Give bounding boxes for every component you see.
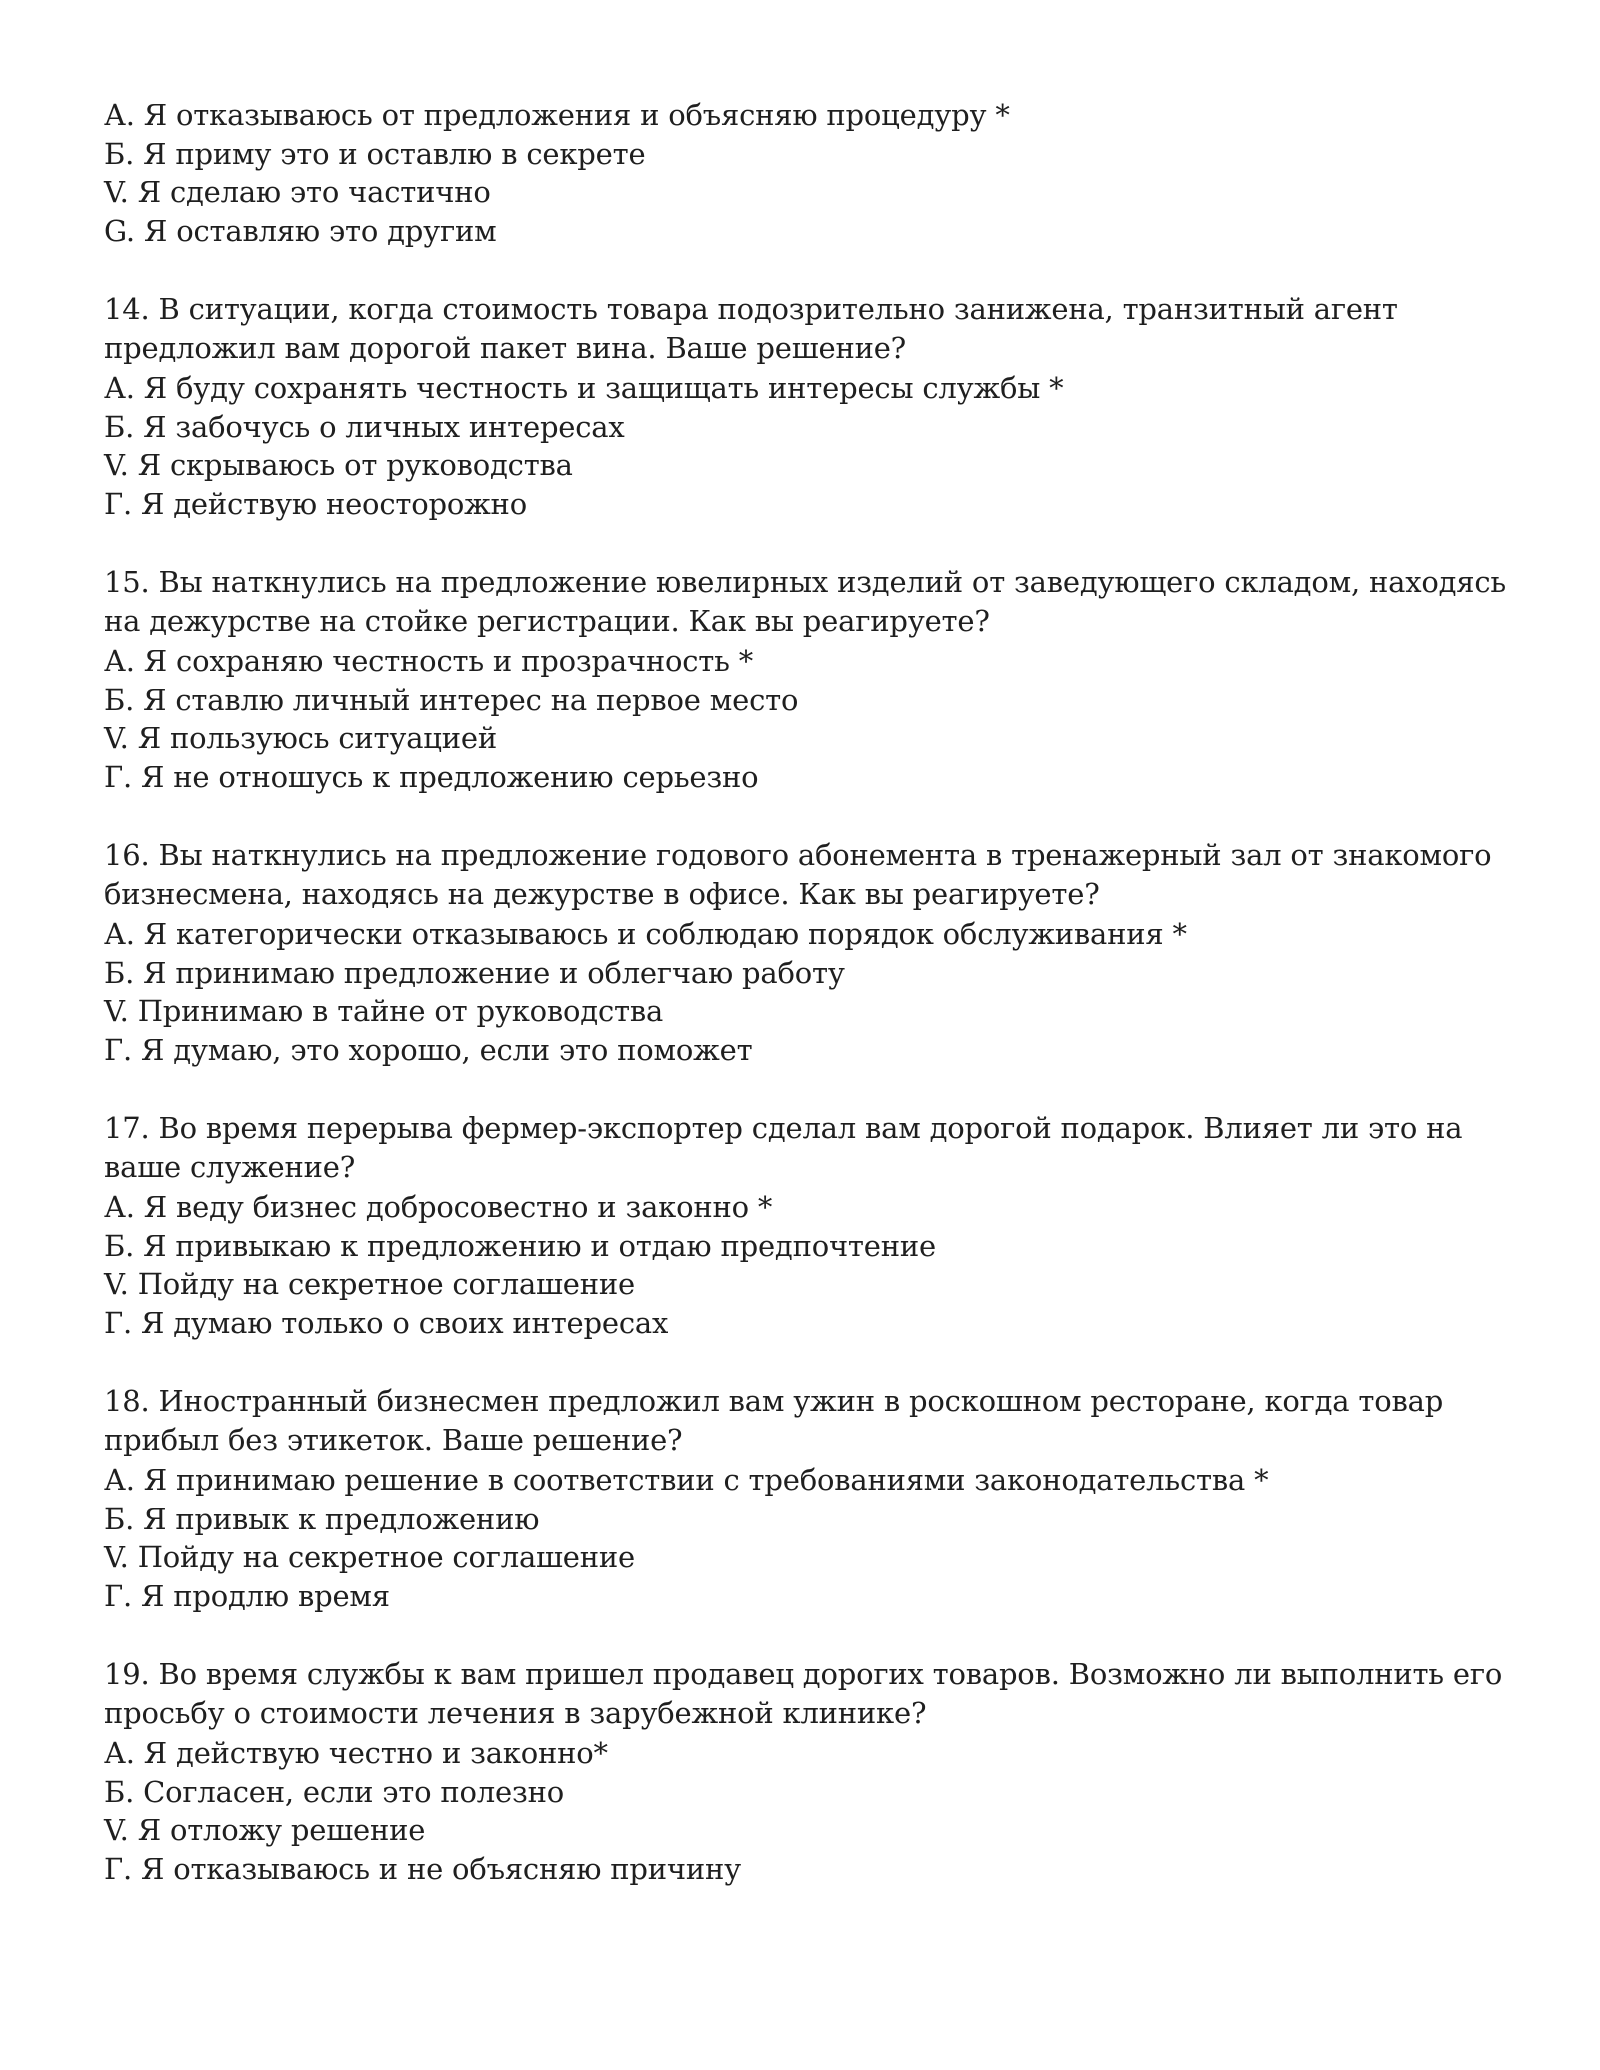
option-a: А. Я действую честно и законно*: [104, 1736, 608, 1770]
option-v: V. Пойду на секретное соглашение: [104, 1267, 635, 1301]
document-page: [104, 96, 1524, 1928]
option-v: V. Пойду на секретное соглашение: [104, 1540, 635, 1574]
option-b: Б. Я забочусь о личных интересах: [104, 409, 625, 444]
option-g: Г. Я продлю время: [104, 1578, 390, 1613]
option-a: А. Я принимаю решение в соответствии с требованиями законодательства *: [104, 1463, 1269, 1497]
option-a: А. Я сохраняю честность и прозрачность *: [104, 644, 754, 678]
option-b: Б. Я привыкаю к предложению и отдаю предпочтение: [104, 1228, 936, 1263]
option-a: А. Я буду сохранять честность и защищать интересы службы *: [104, 371, 1064, 405]
option-b: Б. Я ставлю личный интерес на первое место: [104, 682, 799, 717]
option-b: Б. Согласен, если это полезно: [104, 1774, 564, 1809]
option-a: А. Я категорически отказываюсь и соблюдаю порядок обслуживания *: [104, 917, 1187, 951]
option-b: Б. Я приму это и оставлю в секрете: [104, 136, 646, 171]
question-text: 18. Иностранный бизнесмен предложил вам ужин в роскошном ресторане, когда товар прибыл без этикеток. Ваше решение?: [104, 1384, 1444, 1457]
option-g: Г. Я не отношусь к предложению серьезно: [104, 759, 759, 794]
intro-options-block: [104, 96, 1524, 250]
option-b: Б. Я принимаю предложение и облегчаю работу: [104, 955, 845, 990]
question-text: 15. Вы наткнулись на предложение ювелирных изделий от заведующего складом, находясь на дежурстве на стойке регистрации. Как вы реагируете?: [104, 565, 1507, 638]
option-v: V. Я сделаю это частично: [104, 175, 491, 209]
option-g: Г. Я думаю только о своих интересах: [104, 1305, 669, 1340]
option-g: Г. Я действую неосторожно: [104, 486, 527, 521]
option-v: V. Я пользуюсь ситуацией: [104, 721, 497, 755]
question-19: [104, 1655, 1524, 1888]
question-text: 16. Вы наткнулись на предложение годового абонемента в тренажерный зал от знакомого бизнесмена, находясь на дежурстве в офисе. Как вы реагируете?: [104, 838, 1492, 911]
question-18: [104, 1382, 1524, 1615]
option-b: Б. Я привык к предложению: [104, 1501, 540, 1536]
option-v: V. Я отложу решение: [104, 1813, 426, 1847]
question-14: [104, 290, 1524, 523]
option-g: Г. Я думаю, это хорошо, если это поможет: [104, 1032, 753, 1067]
question-text: 19. Во время службы к вам пришел продавец дорогих товаров. Возможно ли выполнить его просьбу о стоимости лечения в зарубежной клинике?: [104, 1657, 1503, 1730]
option-v: V. Я скрываюсь от руководства: [104, 448, 573, 482]
option-g: G. Я оставляю это другим: [104, 213, 497, 248]
option-a: А. Я отказываюсь от предложения и объясняю процедуру *: [104, 98, 1010, 132]
question-text: 17. Во время перерыва фермер-экспортер сделал вам дорогой подарок. Влияет ли это на ваше служение?: [104, 1111, 1463, 1184]
question-15: [104, 563, 1524, 796]
question-17: [104, 1109, 1524, 1342]
question-text: 14. В ситуации, когда стоимость товара подозрительно занижена, транзитный агент предложил вам дорогой пакет вина. Ваше решение?: [104, 292, 1398, 365]
option-v: V. Принимаю в тайне от руководства: [104, 994, 664, 1028]
option-a: А. Я веду бизнес добросовестно и законно *: [104, 1190, 773, 1224]
option-g: Г. Я отказываюсь и не объясняю причину: [104, 1851, 741, 1886]
question-16: [104, 836, 1524, 1069]
